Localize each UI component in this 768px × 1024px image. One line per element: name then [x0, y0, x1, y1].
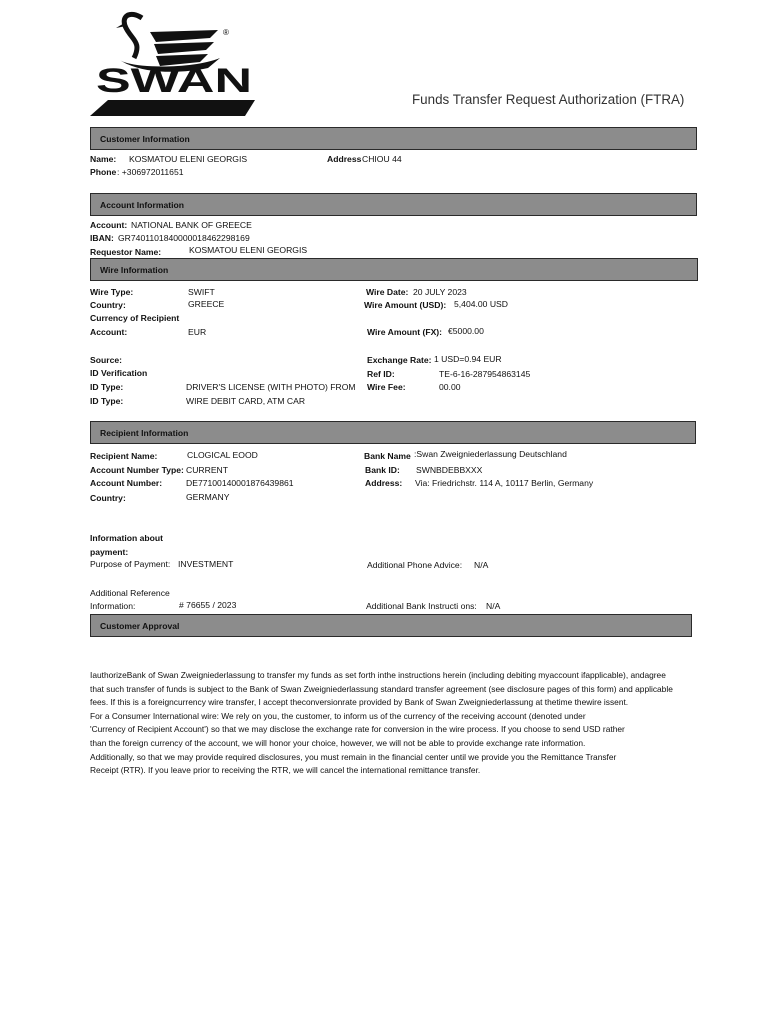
iban-label: IBAN:: [90, 233, 114, 243]
currency-value: EUR: [188, 327, 207, 337]
requestor-value: KOSMATOU ELENI GEORGIS: [189, 245, 308, 255]
bank-name-label: Bank Name: [364, 451, 411, 461]
wire-info-heading: Wire Information: [100, 265, 169, 275]
wire-amount-fx-value: €5000.00: [448, 326, 484, 336]
recipient-info-heading: Recipient Information: [100, 428, 189, 438]
address-label: Address: [327, 154, 362, 164]
bank-instructions-value: N/A: [486, 601, 501, 611]
phone-value: : +306972011651: [117, 167, 184, 177]
approval-line: IauthorizeBank of Swan Zweigniederlassung to transfer my funds as set forth inthe instructions herein (including debiting myaccount ifapplicable), andagree: [90, 670, 666, 680]
customer-approval-heading: Customer Approval: [100, 621, 180, 631]
id-type-value-1: DRIVER'S LICENSE (WITH PHOTO) FROM: [186, 382, 356, 392]
phone-label: Phone: [90, 167, 117, 177]
approval-line: 'Currency of Recipient Account') so that we may disclose the exchange rate for conversion in the wire process. If you choose to send USD rather: [90, 724, 625, 735]
wire-fee-label: Wire Fee:: [367, 382, 406, 392]
bank-id-label: Bank ID:: [365, 465, 400, 475]
id-verification-label: ID Verification: [90, 368, 148, 378]
recipient-info-bar: [90, 421, 696, 444]
recipient-country-label: Country:: [90, 493, 126, 503]
approval-line: than the foreign currency of the account, we will honor your choice, however, we will not be able to provide exchange rate information.: [90, 737, 586, 748]
purpose-value: INVESTMENT: [178, 559, 234, 569]
currency-label-line1: Currency of Recipient: [90, 313, 180, 323]
exchange-rate-value: 1 USD=0.94 EUR: [434, 354, 502, 364]
brand-text: SWAN: [96, 62, 252, 100]
customer-info-heading: Customer Information: [100, 134, 190, 144]
wire-type-label: Wire Type:: [90, 287, 134, 297]
account-number-type-label: Account Number Type:: [90, 465, 184, 475]
reference-label-line1: Additional Reference: [90, 588, 170, 598]
payment-info-label-line2: payment:: [90, 547, 129, 557]
recipient-name-label: Recipient Name:: [90, 451, 158, 461]
customer-approval-bar: [90, 614, 692, 637]
bank-instructions-label: Additional Bank Instructi ons:: [366, 601, 477, 611]
id-type-value-2: WIRE DEBIT CARD, ATM CAR: [186, 396, 306, 406]
account-number-value: DE77100140001876439861: [186, 478, 294, 488]
bank-name-value: :Swan Zweigniederlassung Deutschland: [414, 449, 567, 459]
source-label: Source:: [90, 355, 122, 365]
id-type-label-1: ID Type:: [90, 382, 124, 392]
wire-date-label: Wire Date:: [366, 287, 409, 297]
ref-id-value: TE-6-16-287954863145: [439, 369, 531, 379]
wire-fee-value: 00.00: [439, 382, 461, 392]
bank-address-value: Via: Friedrichstr. 114 A, 10117 Berlin, Germany: [415, 478, 594, 488]
approval-line: fees. If this is a foreigncurrency wire transfer, I accept theconversionrate provided by Bank of Swan Zweigniederlassung at thetime thewire issent.: [90, 697, 629, 708]
exchange-rate-label: Exchange Rate:: [367, 355, 432, 365]
wire-amount-usd-label: Wire Amount (USD):: [364, 300, 447, 310]
wire-date-value: 20 JULY 2023: [413, 287, 467, 297]
account-value: NATIONAL BANK OF GREECE: [131, 220, 252, 230]
wire-amount-usd-value: 5,404.00 USD: [454, 299, 508, 309]
recipient-name-value: CLOGICAL EOOD: [187, 450, 258, 460]
swan-logo: [90, 8, 255, 118]
approval-line: Receipt (RTR). If you leave prior to receiving the RTR, we will cancel the international remittance transfer.: [90, 765, 481, 776]
currency-label-line2: Account:: [90, 327, 128, 337]
account-info-heading: Account Information: [100, 200, 185, 210]
phone-advice-value: N/A: [474, 560, 489, 570]
country-label: Country:: [90, 300, 126, 310]
account-number-type-value: CURRENT: [186, 465, 229, 475]
country-value: GREECE: [188, 299, 225, 309]
name-label: Name:: [90, 154, 117, 164]
swan-bird-icon: [90, 8, 255, 118]
recipient-country-value: GERMANY: [186, 492, 230, 502]
approval-line: that such transfer of funds is subject to the Bank of Swan Zweigniederlassung standard transfer agreement (see disclosure pages of this form) and applicable: [90, 683, 673, 694]
reference-value: # 76655 / 2023: [179, 600, 237, 610]
wire-amount-fx-label: Wire Amount (FX):: [367, 327, 443, 337]
approval-line: Additionally, so that we may provide required disclosures, you must remain in the financial center until we provide you the Remittance Transfer: [90, 751, 617, 762]
reference-label-line2: Information:: [90, 601, 136, 611]
ref-id-label: Ref ID:: [367, 369, 395, 379]
bank-id-value: SWNBDEBBXXX: [416, 465, 483, 475]
wire-info-bar: [90, 258, 698, 281]
iban-value: GR7401101840000018462298169: [118, 233, 250, 243]
name-value: KOSMATOU ELENI GEORGIS: [129, 154, 248, 164]
account-info-bar: [90, 193, 697, 216]
registered-mark: ®: [223, 28, 229, 37]
approval-paragraph: [90, 669, 740, 778]
phone-advice-label: Additional Phone Advice:: [367, 560, 463, 570]
form-title: Funds Transfer Request Authorization (FTRA): [412, 92, 685, 107]
account-number-label: Account Number:: [90, 478, 163, 488]
customer-info-bar: [90, 127, 697, 150]
id-type-label-2: ID Type:: [90, 396, 124, 406]
purpose-label: Purpose of Payment:: [90, 559, 171, 569]
approval-line: For a Consumer International wire: We rely on you, the customer, to inform us of the currency of the receiving account (denoted under: [90, 710, 586, 721]
requestor-label: Requestor Name:: [90, 247, 162, 257]
address-value: CHIOU 44: [362, 154, 402, 164]
bank-address-label: Address:: [365, 478, 403, 488]
wire-type-value: SWIFT: [188, 287, 215, 297]
account-label: Account:: [90, 220, 128, 230]
payment-info-label-line1: Information about: [90, 533, 164, 543]
